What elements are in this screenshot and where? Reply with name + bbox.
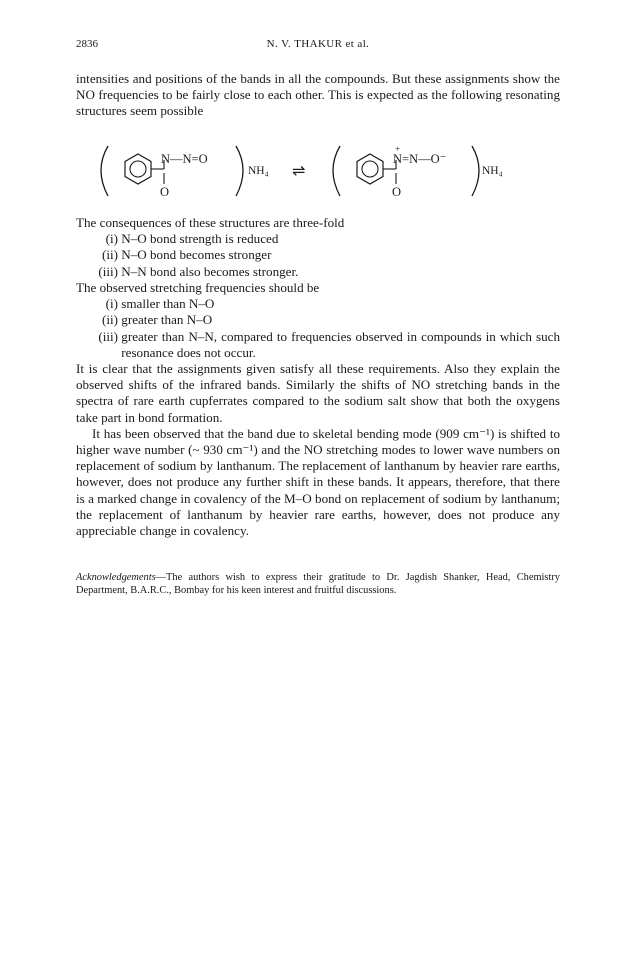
list-item: (iii) N–N bond also becomes stronger. (98, 263, 299, 279)
right-counterion-label: NH₄ (482, 165, 503, 177)
running-head: N. V. THAKUR et al. (266, 38, 370, 50)
left-n-n-o-label: N—N=O (161, 152, 208, 166)
acknowledgements-text: —The authors wish to express their gratitude to Dr. Jagdish Shanker, Head, Chemistry Department, B.A.R.C., Bombay for his keen interest and fruitful discussions. (76, 572, 560, 597)
list-item: (i) smaller than N–O (105, 296, 215, 312)
paragraph-covalency: It has been observed that the band due to skeletal bending mode (909 cm⁻¹) is shifted to higher wave number (~ 930 cm⁻¹) and the NO stretching modes to lower wave numbers on replacement of sodium by lanthanum. The replacement of lanthanum by heavier rare earths, however, does not produce any further shift in these bands. It appears, therefore, that there is a marked change in covalency of the M–O bond on replacement of sodium by lanthanum; the replacement of lanthanum by heavier rare earths, however, does not produce any appreciable change in covalency. (76, 425, 560, 539)
left-open-paren (101, 146, 108, 196)
left-structure (101, 146, 269, 199)
consequences-list (76, 215, 560, 280)
list-item: (ii) greater than N–O (102, 312, 213, 328)
right-benzene-ring-icon (357, 154, 383, 184)
left-close-paren (236, 146, 243, 196)
left-counterion-label: NH₄ (248, 165, 269, 177)
right-open-paren (333, 146, 340, 196)
right-close-paren (472, 146, 479, 196)
right-structure (333, 144, 503, 199)
right-o-label: O (392, 185, 402, 199)
page-number: 2836 (76, 38, 98, 50)
paragraph-intro: intensities and positions of the bands in all the compounds. But these assignments show the NO frequencies to be fairly close to each other. This is expected as the following resonating structures seem possible (76, 71, 560, 119)
page-header (76, 38, 560, 54)
acknowledgements-label: Acknowledgements (76, 572, 156, 583)
results-text (76, 361, 560, 539)
list-item: (ii) N–O bond becomes stronger (102, 247, 272, 263)
frequencies-list (76, 280, 560, 361)
resonance-structures-diagram (96, 140, 516, 202)
acknowledgements (76, 571, 560, 597)
list-item: (iii) greater than N–N, compared to frequencies observed in compounds in which such resonance does not occur. (98, 328, 560, 360)
left-o-label: O (160, 185, 170, 199)
list-item: (i) N–O bond strength is reduced (105, 231, 279, 247)
paragraph-assignments: It is clear that the assignments given satisfy all these requirements. Also they explain the observed shifts of the infrared bands. Similarly the shifts of NO stretching bands in the spectra of rare earth cupferrates compared to the sodium salt show that both the oxygens take part in bond formation. (76, 361, 560, 425)
right-plus-charge: + (395, 144, 401, 154)
frequencies-lead: The observed stretching frequencies should be (76, 280, 320, 295)
left-benzene-ring-icon (125, 154, 151, 184)
consequences-lead: The consequences of these structures are three-fold (76, 215, 345, 230)
equilibrium-arrow: ⇌ (292, 161, 306, 180)
right-n-n-o-label: N=N—O⁻ (393, 152, 447, 166)
